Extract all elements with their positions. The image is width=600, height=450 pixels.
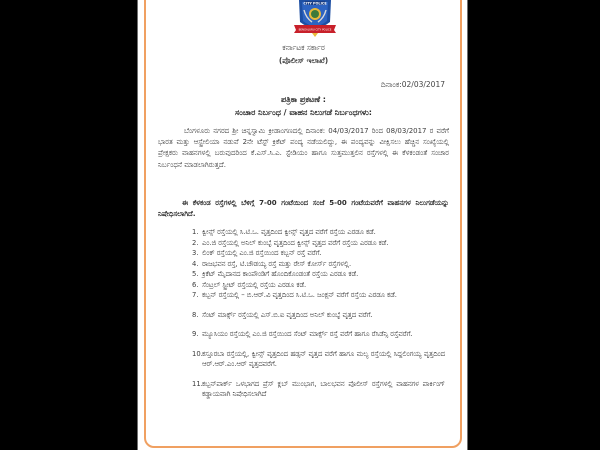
list-text: ಮ್ಯೂಸಿಯಂ ರಸ್ತೆಯಲ್ಲಿ ಎಂ.ಜಿ ರಸ್ತೆಯಿಂದ ಸೆಂಟ್ ಮಾರ್ಕ್ಸ್ ರಸ್ತೆ ವರೆಗೆ ಹಾಗೂ ರೆಸಿಡೆನ್ಸಿ ರಸ್ತೆವರೆಗೆ.: [202, 330, 413, 338]
press-release-subtitle: ಸಂಚಾರ ನಿರ್ಬಂಧ / ವಾಹನ ನಿಲುಗಡೆ ನಿರ್ಬಂಧಗಳು:: [235, 108, 372, 117]
list-number: 10.: [192, 349, 203, 358]
intro-paragraph: ಬೆಂಗಳೂರು ನಗರದ ಶ್ರೀ ಚಿನ್ನಸ್ವಾಮಿ ಕ್ರೀಡಾಂಗಣದಲ್ಲಿ ದಿನಾಂಕ: 04/03/2017 ರಿಂದ 08/03/2017 ರ ವರೆಗೆ ಭಾರತ ಮತ್ತು ಆಸ್ಟ್ರೇಲಿಯಾ ನಡುವೆ 2ನೇ ಟೆಸ್ಟ್ ಕ್ರಿಕೆಟ್ ಪಂದ್ಯ ನಡೆಯಲಿದ್ದು, ಈ ಪಂದ್ಯವನ್ನು ವೀಕ್ಷಿಸಲು ಹೆಚ್ಚಿನ ಸಂಖ್ಯೆಯಲ್ಲಿ ಪ್ರೇಕ್ಷಕರು ವಾಹನಗಳಲ್ಲಿ ಬರುವುದರಿಂದ ಕೆ.ಎಸ್.ಸಿ.ಎ. ಸ್ಟೇಡಿಯಂ ಹಾಗೂ ಸುತ್ತಮುತ್ತಲಿನ ರಸ್ತೆಗಳಲ್ಲಿ ಈ ಕೆಳಕಂಡಂತೆ ಸಂಚಾರ ನಿರ್ಬಂಧನೆ ಮಾಡಲಾಗಿರುತ್ತದೆ.: [158, 127, 449, 169]
list-item: [192, 269, 445, 280]
list-number: 6.: [192, 280, 199, 289]
list-number: 9.: [192, 330, 199, 338]
list-text: ಕಸ್ತೂರಬಾ ರಸ್ತೆಯಲ್ಲಿ, ಕ್ವೀನ್ಸ್ ವೃತ್ತದಿಂದ ಹಡ್ಸನ್ ವೃತ್ತದ ವರೆಗೆ ಹಾಗೂ ಮಲ್ಯ ರಸ್ತೆಯಲ್ಲಿ ಸಿದ್ದಲಿಂಗಯ್ಯ ವೃತ್ತದಿಂದ ಆರ್.ಆರ್.ಎಂ.ಆರ್ ವೃತ್ತದವರೆಗೆ.: [202, 349, 445, 368]
release-date: ದಿನಾಂಕ:02/03/2017: [380, 80, 445, 89]
list-item: [192, 280, 445, 291]
press-release-title: ಪತ್ರಿಕಾ ಪ್ರಕಟಣೆ :: [280, 95, 327, 104]
government-name: ಕರ್ನಾಟಕ ಸರ್ಕಾರ: [282, 43, 325, 52]
list-item: [192, 227, 445, 238]
list-text: ಕ್ರಿಕೆಟ್ ಮೈದಾನದ ಕಾಂಪೌಂಡಿಗೆ ಹೊಂದಿಕೊಂಡಂತೆ ರಸ್ತೆಯ ಎರಡೂ ಕಡೆ.: [202, 270, 359, 278]
list-text: ಸೆಂಟ್ರಲ್ ಸ್ಟ್ರೀಟ್ ರಸ್ತೆಯಲ್ಲಿ ರಸ್ತೆಯ ಎರಡೂ ಕಡೆ.: [202, 280, 307, 289]
list-item: [192, 238, 445, 249]
list-number: 2.: [192, 238, 199, 247]
list-text: ಕಬ್ಬನ್‌ಪಾರ್ಕ್ ಒಳಭಾಗದ ಪ್ರೆಸ್ ಕ್ಲಬ್ ಮುಂಭಾಗ, ಬಾಲಭವನ ಪೊಲೀಸ್ ರಸ್ತೆಗಳಲ್ಲಿ ವಾಹನಗಳ ಪಾರ್ಕಿಂಗ್ ಕಡ್ಡಾಯವಾಗಿ ನಿಷೇಧಿಸಲಾಗಿದೆ: [202, 379, 445, 398]
list-text: ಕಬ್ಬನ್ ರಸ್ತೆಯಲ್ಲಿ – ಬಿ.ಆರ್.ವಿ ವೃತ್ತದಿಂದ ಸಿ.ಟಿ.ಒ. ಜಂಕ್ಷನ್ ವರೆಗೆ ರಸ್ತೆಯ ಎರಡೂ ಕಡೆ.: [202, 291, 397, 299]
list-item: [192, 379, 445, 400]
list-number: 5.: [192, 270, 199, 278]
list-text: ಲಿಂಕ್ ರಸ್ತೆಯಲ್ಲಿ ಎಂ.ಜಿ ರಸ್ತೆಯಿಂದ ಕಬ್ಬನ್ ರಸ್ತೆ ವರೆಗೆ.: [202, 249, 322, 257]
list-item: [192, 329, 445, 340]
svg-text:CITY POLICE: CITY POLICE: [303, 1, 327, 6]
list-number: 11.: [192, 379, 203, 388]
list-text: ರಾಜಭವನ ರಸ್ತೆ, ಟಿ.ಚೌಡಯ್ಯ ರಸ್ತೆ ಮತ್ತು ರೇಸ್ ಕೋರ್ಸ್ ರಸ್ತೆಗಳಲ್ಲಿ.: [202, 259, 352, 268]
city-police-emblem-icon: [290, 0, 340, 40]
list-item: [192, 310, 445, 321]
list-number: 1.: [192, 228, 199, 236]
list-item: [192, 290, 445, 301]
press-release-page: [137, 0, 468, 450]
page-content: [156, 0, 451, 450]
list-number: 4.: [192, 259, 199, 268]
list-item: [192, 349, 445, 370]
department-name: (ಪೊಲೀಸ್ ಇಲಾಖೆ): [278, 56, 329, 65]
list-text: ಎಂ.ಜಿ ರಸ್ತೆಯಲ್ಲಿ ಅನಿಲ್ ಕುಂಬ್ಳೆ ವೃತ್ತದಿಂದ ಕ್ವೀನ್ಸ್ ವೃತ್ತದ ವರೆಗೆ ರಸ್ತೆಯ ಎರಡೂ ಕಡೆ.: [202, 238, 389, 247]
list-text: ಕ್ವೀನ್ಸ್ ರಸ್ತೆಯಲ್ಲಿ ಸಿ.ಟಿ.ಒ. ವೃತ್ತದಿಂದ ಕ್ವೀನ್ಸ್ ವೃತ್ತದ ವರೆಗೆ ರಸ್ತೆಯ ಎರಡೂ ಕಡೆ.: [202, 228, 376, 236]
parking-ban-paragraph: ಈ ಕೆಳಕಂಡ ರಸ್ತೆಗಳಲ್ಲಿ ಬೆಳಿಗ್ಗೆ 7-00 ಗಂಟೆಯಿಂದ ಸಂಜೆ 5-00 ಗಂಟೆಯವರೆಗೆ ವಾಹನಗಳ ನಿಲುಗಡೆಯನ್ನು ನಿಷೇಧಿಸಲಾಗಿದೆ.: [158, 199, 449, 219]
list-item: [192, 248, 445, 259]
list-item: [192, 259, 445, 270]
svg-text:BENGALURU CITY POLICE: BENGALURU CITY POLICE: [298, 28, 332, 32]
restricted-roads-list: [192, 227, 445, 400]
list-number: 7.: [192, 291, 199, 299]
list-number: 3.: [192, 249, 199, 257]
list-text: ಸೆಂಟ್ ಮಾರ್ಕ್ಸ್ ರಸ್ತೆಯಲ್ಲಿ ಎಸ್.ಬಿ.ಐ ವೃತ್ತದಿಂದ ಅನಿಲ್ ಕುಂಬ್ಳೆ ವೃತ್ತದ ವರೆಗೆ.: [202, 310, 373, 319]
list-number: 8.: [192, 310, 199, 319]
